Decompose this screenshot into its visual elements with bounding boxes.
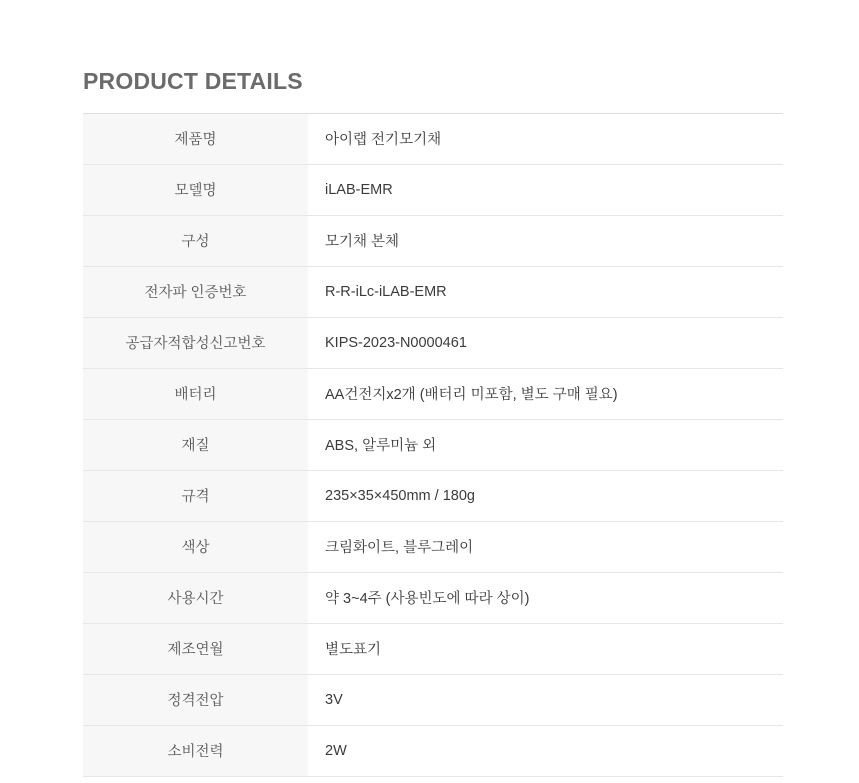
row-value: 235×35×450mm / 180g	[308, 470, 783, 521]
row-label: 전자파 인증번호	[83, 266, 308, 317]
row-label: 사용시간	[83, 572, 308, 623]
table-row	[83, 521, 783, 572]
row-label: 배터리	[83, 368, 308, 419]
row-label: 소비전력	[83, 725, 308, 776]
row-label: 제조연월	[83, 623, 308, 674]
row-value: 별도표기	[308, 623, 783, 674]
table-row	[83, 470, 783, 521]
row-value: 2W	[308, 725, 783, 776]
row-label: 정격전압	[83, 674, 308, 725]
row-label: 재질	[83, 419, 308, 470]
table-body	[83, 113, 783, 776]
product-details-content	[83, 68, 783, 777]
table-row	[83, 725, 783, 776]
row-value: AA건전지x2개 (배터리 미포함, 별도 구매 필요)	[308, 368, 783, 419]
table-row	[83, 572, 783, 623]
row-value: 약 3~4주 (사용빈도에 따라 상이)	[308, 572, 783, 623]
table-row	[83, 113, 783, 164]
table-row	[83, 674, 783, 725]
row-value: 3V	[308, 674, 783, 725]
table-row	[83, 266, 783, 317]
table-row	[83, 317, 783, 368]
table-row	[83, 419, 783, 470]
row-value: 크림화이트, 블루그레이	[308, 521, 783, 572]
product-details-table	[83, 113, 783, 777]
row-value: R-R-iLc-iLAB-EMR	[308, 266, 783, 317]
row-label: 모델명	[83, 164, 308, 215]
row-value: 모기채 본체	[308, 215, 783, 266]
row-label: 색상	[83, 521, 308, 572]
row-label: 규격	[83, 470, 308, 521]
page-title: PRODUCT DETAILS	[83, 68, 303, 94]
row-value: iLAB-EMR	[308, 164, 783, 215]
row-value: ABS, 알루미늄 외	[308, 419, 783, 470]
table-row	[83, 215, 783, 266]
row-label: 제품명	[83, 113, 308, 164]
row-value: 아이랩 전기모기채	[308, 113, 783, 164]
table-row	[83, 623, 783, 674]
table-row	[83, 164, 783, 215]
row-label: 구성	[83, 215, 308, 266]
table-row	[83, 368, 783, 419]
row-label: 공급자적합성신고번호	[83, 317, 308, 368]
row-value: KIPS-2023-N0000461	[308, 317, 783, 368]
